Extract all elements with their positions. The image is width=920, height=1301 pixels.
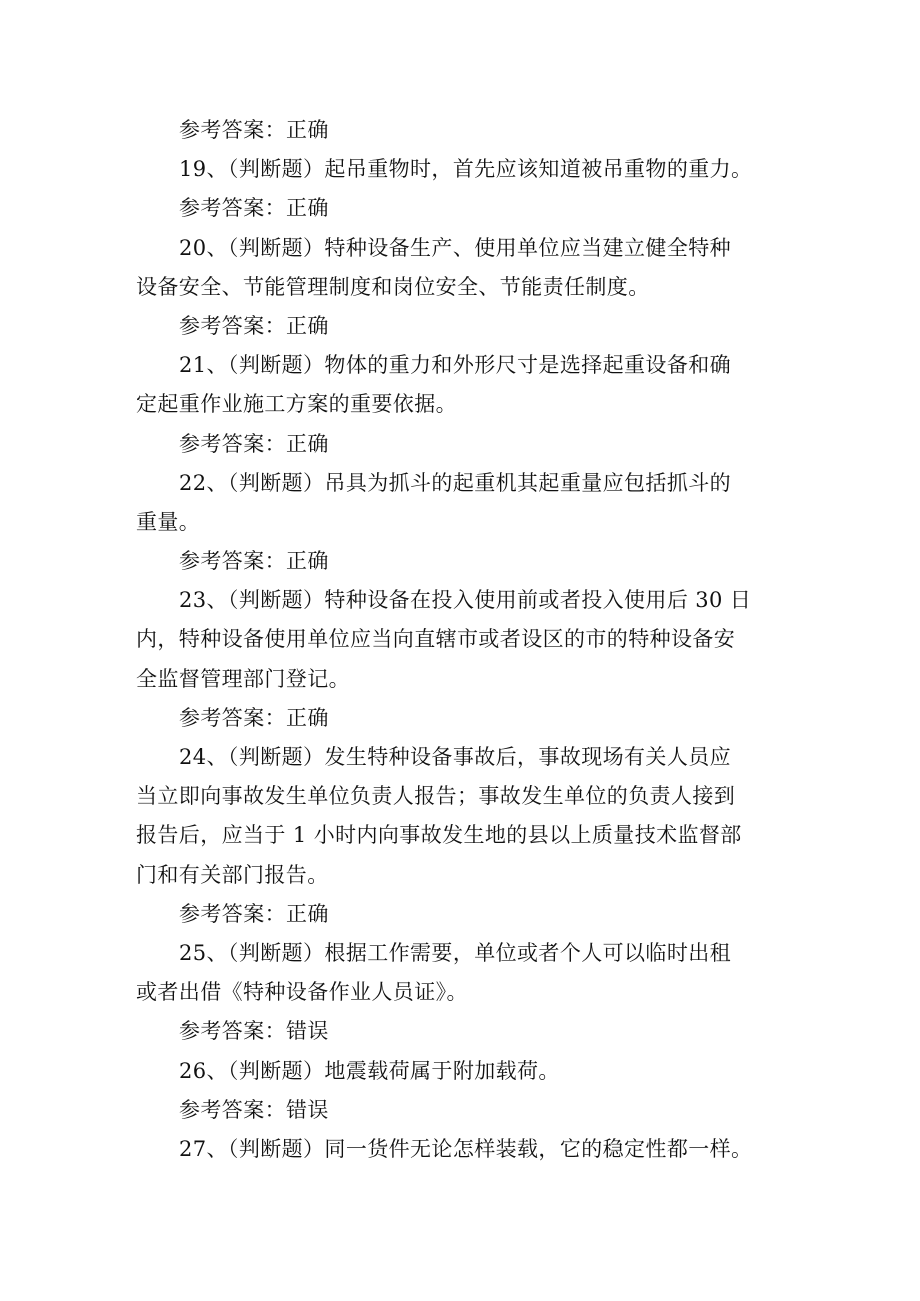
question-line: 内，特种设备使用单位应当向直辖市或者设区的市的特种设备安 [136,627,736,652]
answer-line: 参考答案：正确 [179,118,329,142]
question-line: 25、（判断题）根据工作需要，单位或者个人可以临时出租 [179,940,732,965]
question-line: 21、（判断题）物体的重力和外形尺寸是选择起重设备和确 [179,353,732,378]
question-line: 20、（判断题）特种设备生产、使用单位应当建立健全特种 [179,235,732,260]
answer-line: 参考答案：正确 [179,431,329,456]
question-line: 22、（判断题）吊具为抓斗的起重机其起重量应包括抓斗的 [179,470,732,495]
question-line: 设备安全、节能管理制度和岗位安全、节能责任制度。 [136,274,650,299]
answer-line: 参考答案：正确 [179,901,329,926]
question-list [136,111,786,1169]
answer-line: 参考答案：错误 [179,1019,329,1044]
question-line: 报告后，应当于 1 小时内向事故发生地的县以上质量技术监督部 [136,823,742,848]
answer-line: 参考答案：正确 [179,313,329,338]
question-line: 重量。 [136,509,201,534]
answer-line: 参考答案：正确 [179,196,329,221]
answer-line: 参考答案：正确 [179,549,329,574]
question-line: 26、（判断题）地震载荷属于附加载荷。 [179,1058,560,1083]
question-line: 门和有关部门报告。 [136,862,329,887]
question-line: 全监督管理部门登记。 [136,666,350,691]
question-line: 23、（判断题）特种设备在投入使用前或者投入使用后 30 日 [179,588,752,613]
answer-line: 参考答案：错误 [179,1097,329,1122]
question-line: 19、（判断题）起吊重物时，首先应该知道被吊重物的重力。 [179,157,753,182]
question-line: 当立即向事故发生单位负责人报告；事故发生单位的负责人接到 [136,784,736,809]
question-line: 或者出借《特种设备作业人员证》。 [136,980,468,1005]
answer-line: 参考答案：正确 [179,705,329,730]
question-line: 24、（判断题）发生特种设备事故后，事故现场有关人员应 [179,745,732,769]
question-line: 定起重作业施工方案的重要依据。 [136,392,457,417]
question-line: 27、（判断题）同一货件无论怎样装载，它的稳定性都一样。 [179,1136,753,1161]
